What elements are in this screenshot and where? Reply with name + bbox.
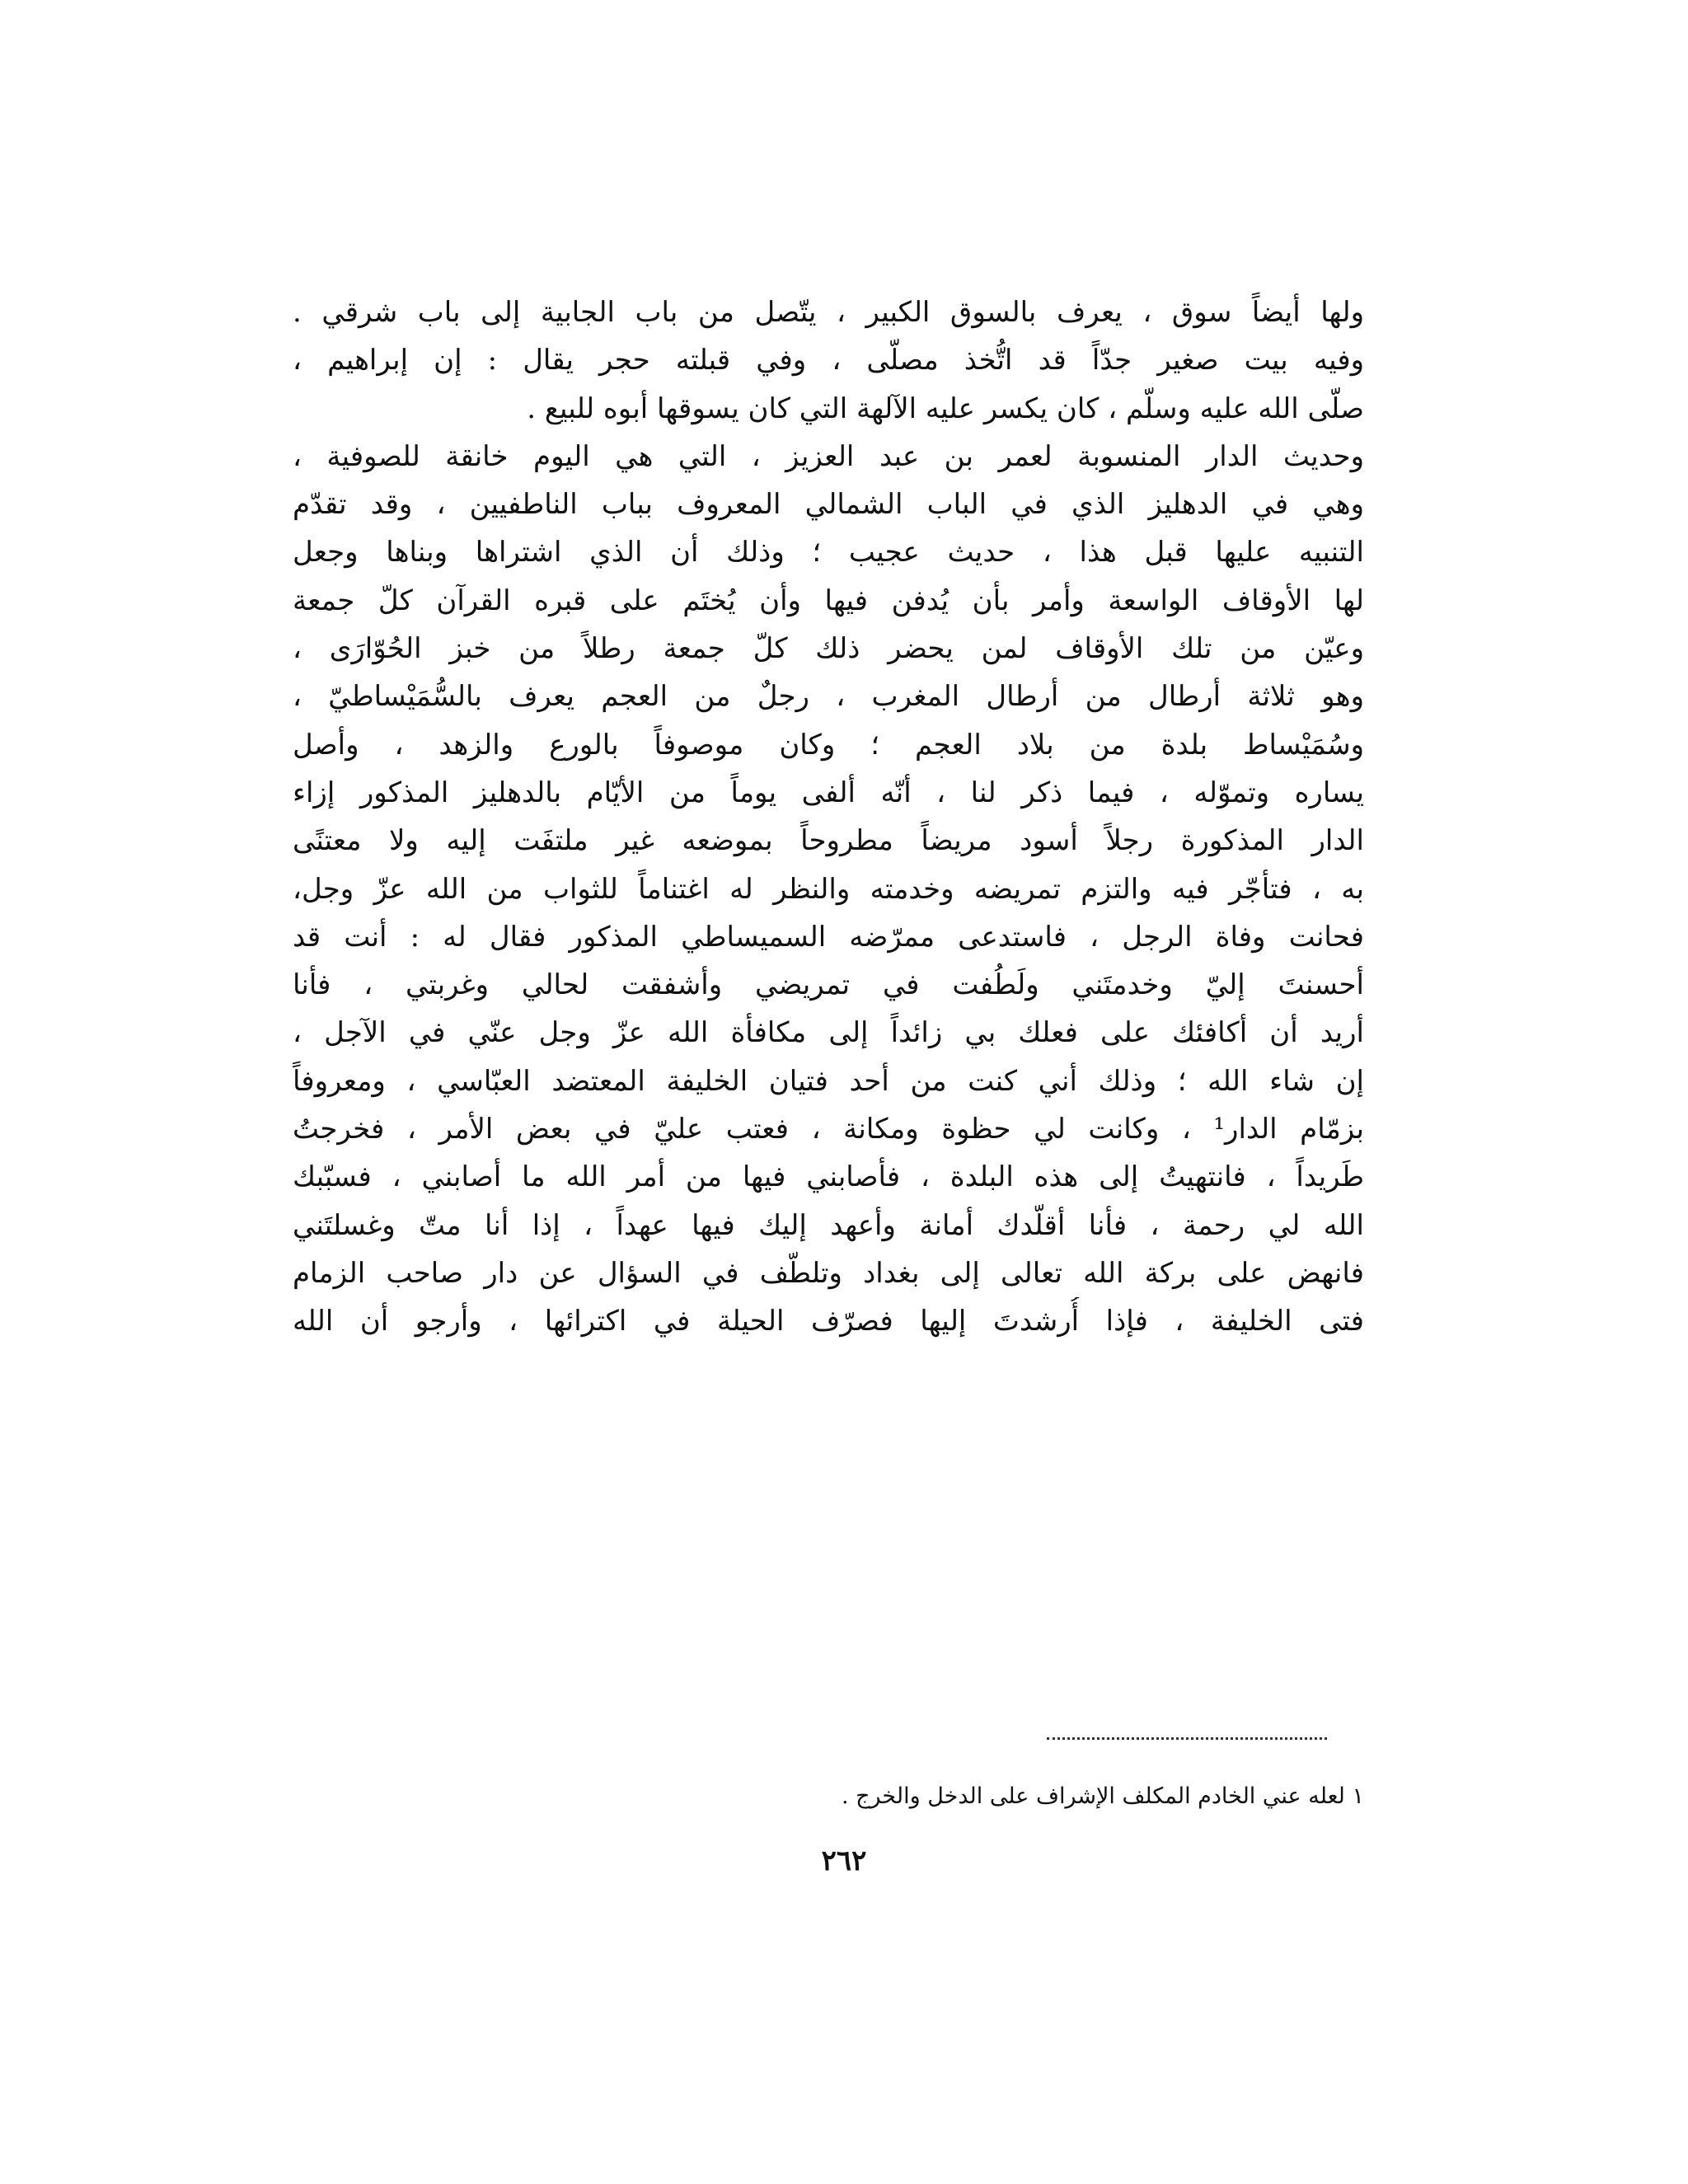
text-line: صلّى الله عليه وسلّم ، كان يكسر عليه الآلهة التي كان يسوقها أبوه للبيع . (527, 391, 1364, 425)
text-line: وسُمَيْساط بلدة من بلاد العجم ؛ وكان موصوفاً بالورع والزهد ، وأصل (293, 728, 1364, 762)
text-line: وهو ثلاثة أرطال من أرطال المغرب ، رجلٌ من العجم يعرف بالسُّمَيْساطيّ ، (293, 680, 1364, 714)
text-line: طَريداً ، فانتهيتُ إلى هذه البلدة ، فأصابني فيها من أمر الله ما أصابني ، فسبّبك (293, 1160, 1364, 1194)
text-line: فتى الخليفة ، فإذا أُرشدتَ إليها فصرّف الحيلة في اكترائها ، وأرجو أن الله (293, 1305, 1364, 1338)
text-line: الدار المذكورة رجلاً أسود مريضاً مطروحاً بموضعه غير ملتفَت إليه ولا معتنًى (293, 824, 1364, 858)
footnote-separator (1047, 1737, 1327, 1740)
text-line: به ، فتأجّر فيه والتزم تمريضه وخدمته والنظر له اغتناماً للثواب من الله عزّ وجل، (293, 872, 1364, 906)
text-line: أريد أن أكافئك على فعلك بي زائداً إلى مكافأة الله عزّ وجل عنّي في الآجل ، (293, 1016, 1364, 1050)
footnote: ١ لعله عني الخادم المكلف الإشراف على الدخل والخرج . (841, 1783, 1364, 1809)
text-line: أحسنتَ إليّ وخدمتَني ولَطُفت في تمريضي وأشفقت لحالي وغربتي ، فأنا (293, 968, 1364, 1002)
text-line: وعيّن من تلك الأوقاف لمن يحضر ذلك كلّ جمعة رطلاً من خبز الحُوّارَى ، (293, 632, 1364, 666)
text-line: وفيه بيت صغير جدّاً قد اتُّخذ مصلّى ، وفي قبلته حجر يقال : إن إبراهيم ، (293, 344, 1364, 377)
main-text-block (293, 288, 1364, 1346)
text-line: التنبيه عليها قبل هذا ، حديث عجيب ؛ وذلك أن الذي اشتراها وبناها وجعل (293, 536, 1364, 569)
text-line: لها الأوقاف الواسعة وأمر بأن يُدفن فيها وأن يُختَم على قبره القرآن كلّ جمعة (293, 583, 1364, 617)
text-line: فانهض على بركة الله تعالى إلى بغداد وتلطّف في السؤال عن دار صاحب الزمام (293, 1256, 1364, 1290)
text-line: الله لي رحمة ، فأنا أقلّدك أمانة وأعهد إليك فيها عهداً ، إذا أنا متّ وغسلتَني (293, 1208, 1364, 1242)
text-line: وهي في الدهليز الذي في الباب الشمالي المعروف بباب الناطفيين ، وقد تقدّم (293, 488, 1364, 522)
text-line: ولها أيضاً سوق ، يعرف بالسوق الكبير ، يتّصل من باب الجابية إلى باب شرقي . (293, 296, 1364, 329)
text-line: فحانت وفاة الرجل ، فاستدعى ممرّضه السميساطي المذكور فقال له : أنت قد (293, 920, 1364, 954)
text-line: إن شاء الله ؛ وذلك أني كنت من أحد فتيان الخليفة المعتضد العبّاسي ، ومعروفاً (293, 1064, 1364, 1098)
page-number: ٢٦٢ (821, 1844, 867, 1877)
text-line: وحديث الدار المنسوبة لعمر بن عبد العزيز ، التي هي اليوم خانقة للصوفية ، (293, 439, 1364, 473)
text-line: بزمّام الدار¹ ، وكانت لي حظوة ومكانة ، فعتب عليّ في بعض الأمر ، فخرجتُ (293, 1113, 1364, 1146)
text-line: يساره وتموّله ، فيما ذكر لنا ، أنّه ألفى يوماً من الأيّام بالدهليز المذكور إزاء (293, 776, 1364, 809)
